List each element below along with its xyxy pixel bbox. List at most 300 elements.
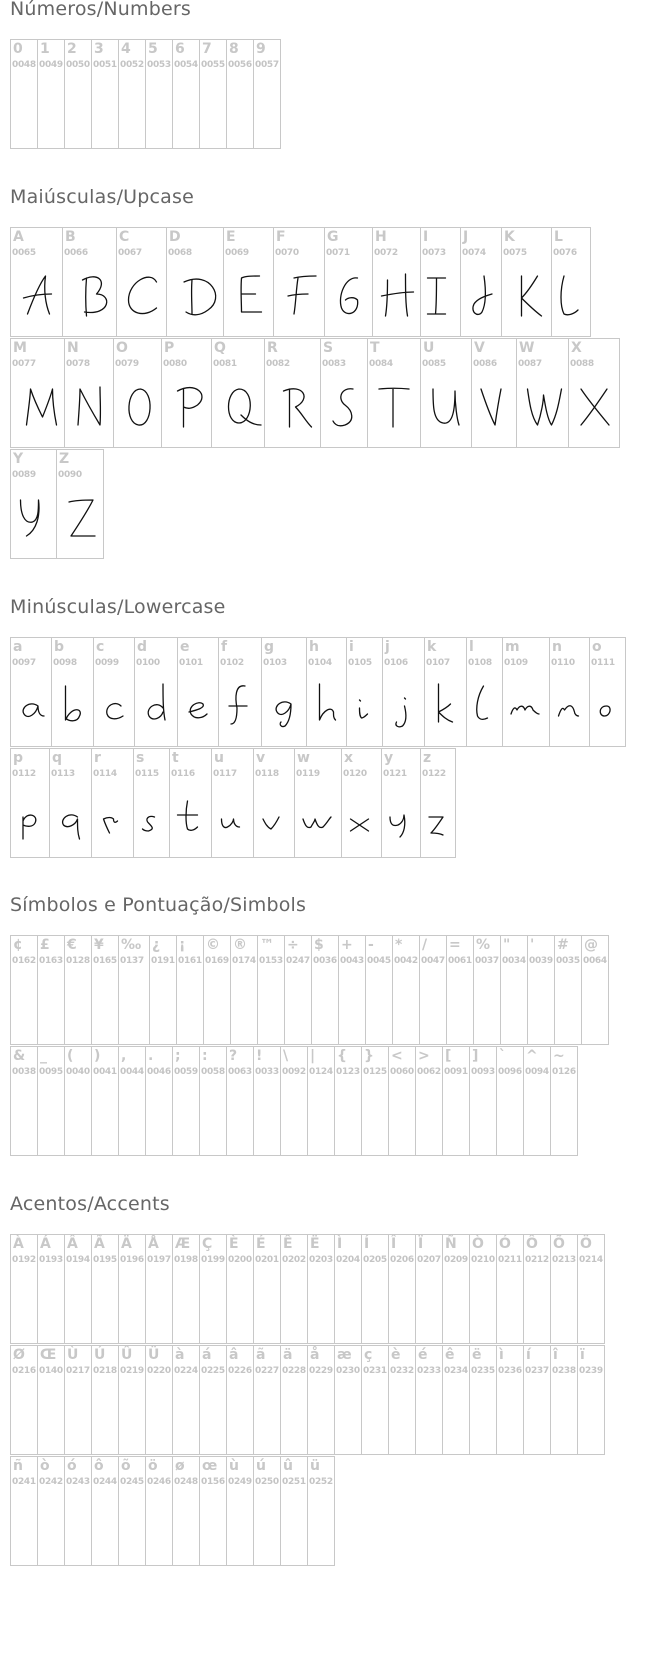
glyph-character: 6 xyxy=(175,41,185,57)
glyph-character: j xyxy=(385,639,390,655)
glyph-code: 0201 xyxy=(255,1255,279,1265)
script-glyph-icon xyxy=(114,339,162,448)
symbols-row xyxy=(10,1046,578,1156)
script-glyph-icon xyxy=(503,638,550,747)
glyph-code: 0162 xyxy=(12,956,36,966)
section-title-upcase: Maiúsculas/Upcase xyxy=(10,186,195,208)
glyph-cell xyxy=(253,1345,281,1455)
glyph-code: 0034 xyxy=(502,956,526,966)
glyph-code: 0239 xyxy=(579,1366,603,1376)
glyph-character: ( xyxy=(67,1048,74,1064)
glyph-cell xyxy=(280,1345,308,1455)
glyph-cell xyxy=(145,1234,173,1344)
glyph-cell xyxy=(253,748,295,858)
glyph-character: ÷ xyxy=(287,937,299,953)
glyph-code: 0118 xyxy=(255,769,279,779)
glyph-character: í xyxy=(526,1347,531,1363)
glyph-code: 0076 xyxy=(553,248,577,258)
script-glyph-icon xyxy=(590,638,626,747)
glyph-code: 0083 xyxy=(322,359,346,369)
glyph-character: Y xyxy=(13,451,24,467)
glyph-code: 0042 xyxy=(394,956,418,966)
script-glyph-icon xyxy=(178,638,219,747)
glyph-cell xyxy=(334,1345,362,1455)
glyph-character: i xyxy=(349,639,354,655)
glyph-character: ¿ xyxy=(152,937,161,953)
glyph-stroke xyxy=(528,389,562,425)
glyph-character: õ xyxy=(121,1458,131,1474)
glyph-character: Î xyxy=(391,1236,397,1252)
glyph-code: 0119 xyxy=(296,769,320,779)
glyph-code: 0050 xyxy=(66,60,90,70)
glyph-code: 0216 xyxy=(12,1366,36,1376)
glyph-cell xyxy=(280,1234,308,1344)
glyph-character: Z xyxy=(59,451,70,467)
glyph-code: 0053 xyxy=(147,60,171,70)
glyph-cell xyxy=(37,1456,65,1566)
glyph-code: 0137 xyxy=(120,956,144,966)
script-glyph-icon xyxy=(265,339,321,448)
accents-row xyxy=(10,1345,605,1455)
glyph-cell xyxy=(169,748,212,858)
glyph-code: 0227 xyxy=(255,1366,279,1376)
glyph-code: 0245 xyxy=(120,1477,144,1487)
glyph-cell xyxy=(307,1234,335,1344)
upcase-row xyxy=(10,227,591,337)
glyph-character: Ä xyxy=(121,1236,132,1252)
glyph-code: 0104 xyxy=(308,658,332,668)
script-glyph-icon xyxy=(421,228,461,337)
glyph-character: â xyxy=(229,1347,239,1363)
glyph-character: S xyxy=(323,340,334,356)
glyph-stroke xyxy=(178,388,202,427)
glyph-cell xyxy=(253,1046,281,1156)
script-glyph-icon xyxy=(167,228,224,337)
glyph-stroke xyxy=(439,684,453,722)
script-glyph-icon xyxy=(94,638,135,747)
glyph-code: 0069 xyxy=(225,248,249,258)
glyph-code: 0238 xyxy=(552,1366,576,1376)
glyph-stroke xyxy=(178,801,198,830)
glyph-code: 0229 xyxy=(309,1366,333,1376)
glyph-character: ì xyxy=(499,1347,504,1363)
glyph-cell xyxy=(10,748,50,858)
glyph-code: 0061 xyxy=(448,956,472,966)
glyph-cell xyxy=(176,935,204,1045)
script-glyph-icon xyxy=(134,749,170,858)
glyph-cell xyxy=(64,338,114,448)
glyph-character: 2 xyxy=(67,41,77,57)
upcase-row xyxy=(10,338,620,448)
glyph-character: Á xyxy=(40,1236,51,1252)
glyph-character: u xyxy=(214,750,224,766)
glyph-cell xyxy=(10,1046,38,1156)
glyph-character: ! xyxy=(256,1048,263,1064)
glyph-cell xyxy=(523,1345,551,1455)
script-glyph-icon xyxy=(383,638,425,747)
glyph-cell xyxy=(415,1234,443,1344)
glyph-character: 1 xyxy=(40,41,50,57)
glyph-character: ] xyxy=(472,1048,479,1064)
glyph-cell xyxy=(172,1456,200,1566)
glyph-character: ø xyxy=(175,1458,185,1474)
glyph-character: Ñ xyxy=(445,1236,457,1252)
glyph-cell xyxy=(307,1046,335,1156)
glyph-character: * xyxy=(395,937,403,953)
glyph-character: È xyxy=(229,1236,239,1252)
script-glyph-icon xyxy=(517,339,569,448)
glyph-character: å xyxy=(310,1347,320,1363)
glyph-character: < xyxy=(391,1048,403,1064)
glyph-code: 0085 xyxy=(422,359,446,369)
glyph-code: 0242 xyxy=(39,1477,63,1487)
glyph-character: k xyxy=(427,639,437,655)
glyph-cell xyxy=(549,637,590,747)
glyph-character: \ xyxy=(283,1048,289,1064)
glyph-code: 0097 xyxy=(12,658,36,668)
glyph-cell xyxy=(280,1456,308,1566)
glyph-cell xyxy=(388,1046,416,1156)
glyph-character: " xyxy=(503,937,511,953)
glyph-code: 0080 xyxy=(163,359,187,369)
glyph-code: 0110 xyxy=(551,658,575,668)
glyph-character: ï xyxy=(580,1347,585,1363)
glyph-cell xyxy=(420,227,461,337)
glyph-character: , xyxy=(121,1048,127,1064)
glyph-stroke xyxy=(241,276,261,312)
glyph-cell xyxy=(37,1234,65,1344)
glyph-stroke xyxy=(263,817,279,829)
glyph-character: F xyxy=(276,229,286,245)
glyph-character: ¥ xyxy=(94,937,104,953)
glyph-code: 0224 xyxy=(174,1366,198,1376)
glyph-cell xyxy=(91,935,119,1045)
glyph-cell xyxy=(367,338,421,448)
glyph-code: 0219 xyxy=(120,1366,144,1376)
glyph-cell xyxy=(226,1345,254,1455)
glyph-cell xyxy=(10,935,38,1045)
glyph-character: o xyxy=(592,639,602,655)
glyph-cell xyxy=(253,39,281,149)
glyph-character: / xyxy=(422,937,428,953)
glyph-cell xyxy=(341,748,382,858)
script-glyph-icon xyxy=(11,749,50,858)
glyph-code: 0044 xyxy=(120,1067,144,1077)
glyph-cell xyxy=(523,1234,551,1344)
glyph-cell xyxy=(501,227,552,337)
glyph-character: Q xyxy=(214,340,226,356)
glyph-code: 0093 xyxy=(471,1067,495,1077)
glyph-cell xyxy=(469,1345,497,1455)
glyph-cell xyxy=(64,1456,92,1566)
glyph-code: 0191 xyxy=(151,956,175,966)
glyph-cell xyxy=(10,449,57,559)
glyph-cell xyxy=(51,637,94,747)
glyph-code: 0174 xyxy=(232,956,256,966)
script-glyph-icon xyxy=(569,339,620,448)
glyph-code: 0056 xyxy=(228,60,252,70)
glyph-character: Ö xyxy=(580,1236,592,1252)
glyph-character: R xyxy=(267,340,278,356)
glyph-stroke xyxy=(303,817,331,828)
script-glyph-icon xyxy=(117,228,167,337)
glyph-character: 0 xyxy=(13,41,23,57)
glyph-code: 0055 xyxy=(201,60,225,70)
glyph-cell xyxy=(91,1046,119,1156)
glyph-cell xyxy=(211,338,265,448)
glyph-cell xyxy=(420,338,472,448)
glyph-cell xyxy=(273,227,325,337)
symbols-row xyxy=(10,935,609,1045)
glyph-cell xyxy=(10,1456,38,1566)
glyph-code: 0200 xyxy=(228,1255,252,1265)
glyph-cell xyxy=(554,935,582,1045)
glyph-cell xyxy=(166,227,224,337)
glyph-cell xyxy=(589,637,626,747)
glyph-character: Ó xyxy=(499,1236,511,1252)
glyph-character: A xyxy=(13,229,24,245)
glyph-cell xyxy=(37,1046,65,1156)
glyph-code: 0203 xyxy=(309,1255,333,1265)
glyph-code: 0252 xyxy=(309,1477,333,1487)
glyph-code: 0057 xyxy=(255,60,279,70)
glyph-stroke xyxy=(581,389,609,425)
script-glyph-icon xyxy=(467,638,503,747)
glyph-character: h xyxy=(309,639,319,655)
glyph-cell xyxy=(118,1046,146,1156)
glyph-stroke xyxy=(229,686,247,724)
glyph-code: 0193 xyxy=(39,1255,63,1265)
glyph-character: m xyxy=(505,639,520,655)
script-glyph-icon xyxy=(65,339,114,448)
glyph-character: ä xyxy=(283,1347,293,1363)
script-glyph-icon xyxy=(135,638,178,747)
glyph-code: 0232 xyxy=(390,1366,414,1376)
glyph-character: ü xyxy=(310,1458,320,1474)
glyph-code: 0091 xyxy=(444,1067,468,1077)
glyph-cell xyxy=(496,1234,524,1344)
glyph-cell xyxy=(261,637,307,747)
script-glyph-icon xyxy=(170,749,212,858)
glyph-code: 0100 xyxy=(136,658,160,668)
glyph-cell xyxy=(91,1234,119,1344)
glyph-code: 0114 xyxy=(93,769,117,779)
glyph-character: N xyxy=(67,340,79,356)
glyph-cell xyxy=(280,1046,308,1156)
glyph-stroke xyxy=(333,389,353,426)
glyph-cell xyxy=(211,748,254,858)
numbers-row xyxy=(10,39,281,149)
glyph-cell xyxy=(172,39,200,149)
glyph-stroke xyxy=(600,706,610,716)
script-glyph-icon xyxy=(11,339,65,448)
glyph-character: + xyxy=(341,937,353,953)
glyph-code: 0244 xyxy=(93,1477,117,1487)
glyph-code: 0070 xyxy=(275,248,299,258)
glyph-cell xyxy=(149,935,177,1045)
glyph-character: : xyxy=(202,1048,208,1064)
script-glyph-icon xyxy=(11,638,52,747)
glyph-cell xyxy=(145,1345,173,1455)
glyph-stroke xyxy=(21,500,40,536)
glyph-cell xyxy=(118,1234,146,1344)
upcase-row xyxy=(10,449,104,559)
glyph-cell xyxy=(346,637,383,747)
glyph-cell xyxy=(161,338,212,448)
script-glyph-icon xyxy=(307,638,347,747)
glyph-code: 0209 xyxy=(444,1255,468,1265)
glyph-code: 0101 xyxy=(179,658,203,668)
glyph-code: 0214 xyxy=(579,1255,603,1265)
glyph-character: Ø xyxy=(13,1347,25,1363)
glyph-cell xyxy=(550,1234,578,1344)
glyph-character: £ xyxy=(40,937,50,953)
glyph-code: 0250 xyxy=(255,1477,279,1487)
glyph-code: 0035 xyxy=(556,956,580,966)
glyph-character: Ì xyxy=(337,1236,343,1252)
glyph-character: = xyxy=(449,937,461,953)
glyph-cell xyxy=(577,1234,605,1344)
glyph-character: - xyxy=(368,937,374,953)
glyph-character: Û xyxy=(121,1347,133,1363)
glyph-character: Ë xyxy=(310,1236,320,1252)
glyph-cell xyxy=(64,1345,92,1455)
section-title-accents: Acentos/Accents xyxy=(10,1193,170,1215)
glyph-cell xyxy=(516,338,569,448)
glyph-code: 0087 xyxy=(518,359,542,369)
glyph-code: 0231 xyxy=(363,1366,387,1376)
glyph-character: w xyxy=(297,750,310,766)
glyph-stroke xyxy=(78,387,100,425)
glyph-cell xyxy=(64,39,92,149)
glyph-character: > xyxy=(418,1048,430,1064)
glyph-cell xyxy=(473,935,501,1045)
glyph-cell xyxy=(226,1456,254,1566)
glyph-character: g xyxy=(264,639,275,655)
glyph-character: L xyxy=(554,229,563,245)
glyph-character: l xyxy=(469,639,474,655)
glyph-character: b xyxy=(54,639,65,655)
glyph-code: 0105 xyxy=(348,658,372,668)
glyph-cell xyxy=(226,1234,254,1344)
glyph-cell xyxy=(361,1046,389,1156)
glyph-character: M xyxy=(13,340,27,356)
glyph-character: @ xyxy=(584,937,598,953)
glyph-character: e xyxy=(180,639,190,655)
glyph-character: | xyxy=(310,1048,316,1064)
glyph-cell xyxy=(419,935,447,1045)
glyph-cell xyxy=(37,935,65,1045)
glyph-character: ë xyxy=(472,1347,482,1363)
glyph-character: ? xyxy=(229,1048,238,1064)
glyph-cell xyxy=(56,449,104,559)
glyph-code: 0169 xyxy=(205,956,229,966)
glyph-cell xyxy=(311,935,339,1045)
glyph-cell xyxy=(466,637,503,747)
script-glyph-icon xyxy=(212,339,265,448)
glyph-character: œ xyxy=(202,1458,218,1474)
script-glyph-icon xyxy=(502,228,552,337)
glyph-code: 0128 xyxy=(66,956,90,966)
glyph-character: X xyxy=(571,340,582,356)
glyph-code: 0086 xyxy=(473,359,497,369)
glyph-cell xyxy=(469,1046,497,1156)
glyph-character: î xyxy=(553,1347,558,1363)
glyph-code: 0113 xyxy=(51,769,75,779)
glyph-code: 0108 xyxy=(468,658,492,668)
glyph-cell xyxy=(392,935,420,1045)
glyph-code: 0071 xyxy=(326,248,350,258)
glyph-cell xyxy=(91,1456,119,1566)
glyph-stroke xyxy=(83,277,107,316)
glyph-cell xyxy=(496,1046,524,1156)
glyph-code: 0081 xyxy=(213,359,237,369)
glyph-cell xyxy=(581,935,609,1045)
glyph-code: 0116 xyxy=(171,769,195,779)
glyph-code: 0067 xyxy=(118,248,142,258)
glyph-code: 0090 xyxy=(58,470,82,480)
glyph-character: G xyxy=(327,229,339,245)
glyph-stroke xyxy=(428,278,446,314)
glyph-code: 0112 xyxy=(12,769,36,779)
glyph-code: 0040 xyxy=(66,1067,90,1077)
glyph-code: 0247 xyxy=(286,956,310,966)
glyph-cell xyxy=(199,39,227,149)
glyph-stroke xyxy=(360,700,368,718)
script-glyph-icon xyxy=(421,749,456,858)
glyph-code: 0054 xyxy=(174,60,198,70)
section-title-symbols: Símbolos e Pontuação/Simbols xyxy=(10,894,307,916)
glyph-code: 0111 xyxy=(591,658,615,668)
glyph-cell xyxy=(10,338,65,448)
glyph-cell xyxy=(118,1456,146,1566)
glyph-stroke xyxy=(390,815,405,837)
glyph-code: 0033 xyxy=(255,1067,279,1077)
glyph-character: 4 xyxy=(121,41,131,57)
glyph-code: 0165 xyxy=(93,956,117,966)
glyph-cell xyxy=(118,935,150,1045)
glyph-cell xyxy=(226,39,254,149)
glyph-character: x xyxy=(344,750,354,766)
glyph-code: 0226 xyxy=(228,1366,252,1376)
glyph-stroke xyxy=(351,819,369,831)
glyph-character: . xyxy=(148,1048,154,1064)
glyph-code: 0206 xyxy=(390,1255,414,1265)
script-glyph-icon xyxy=(368,339,421,448)
glyph-code: 0251 xyxy=(282,1477,306,1487)
glyph-character: D xyxy=(169,229,181,245)
glyph-code: 0037 xyxy=(475,956,499,966)
script-glyph-icon xyxy=(461,228,502,337)
glyph-character: Â xyxy=(67,1236,78,1252)
glyph-stroke xyxy=(340,278,357,314)
glyph-code: 0204 xyxy=(336,1255,360,1265)
glyph-code: 0088 xyxy=(570,359,594,369)
glyph-cell xyxy=(177,637,219,747)
glyph-code: 0043 xyxy=(340,956,364,966)
glyph-code: 0052 xyxy=(120,60,144,70)
glyph-stroke xyxy=(27,389,57,425)
glyph-code: 0051 xyxy=(93,60,117,70)
glyph-code: 0192 xyxy=(12,1255,36,1265)
glyph-character: B xyxy=(65,229,76,245)
glyph-code: 0062 xyxy=(417,1067,441,1077)
glyph-stroke xyxy=(379,388,409,427)
glyph-code: 0220 xyxy=(147,1366,171,1376)
script-glyph-icon xyxy=(92,749,134,858)
glyph-cell xyxy=(361,1234,389,1344)
glyph-character: Ü xyxy=(148,1347,160,1363)
